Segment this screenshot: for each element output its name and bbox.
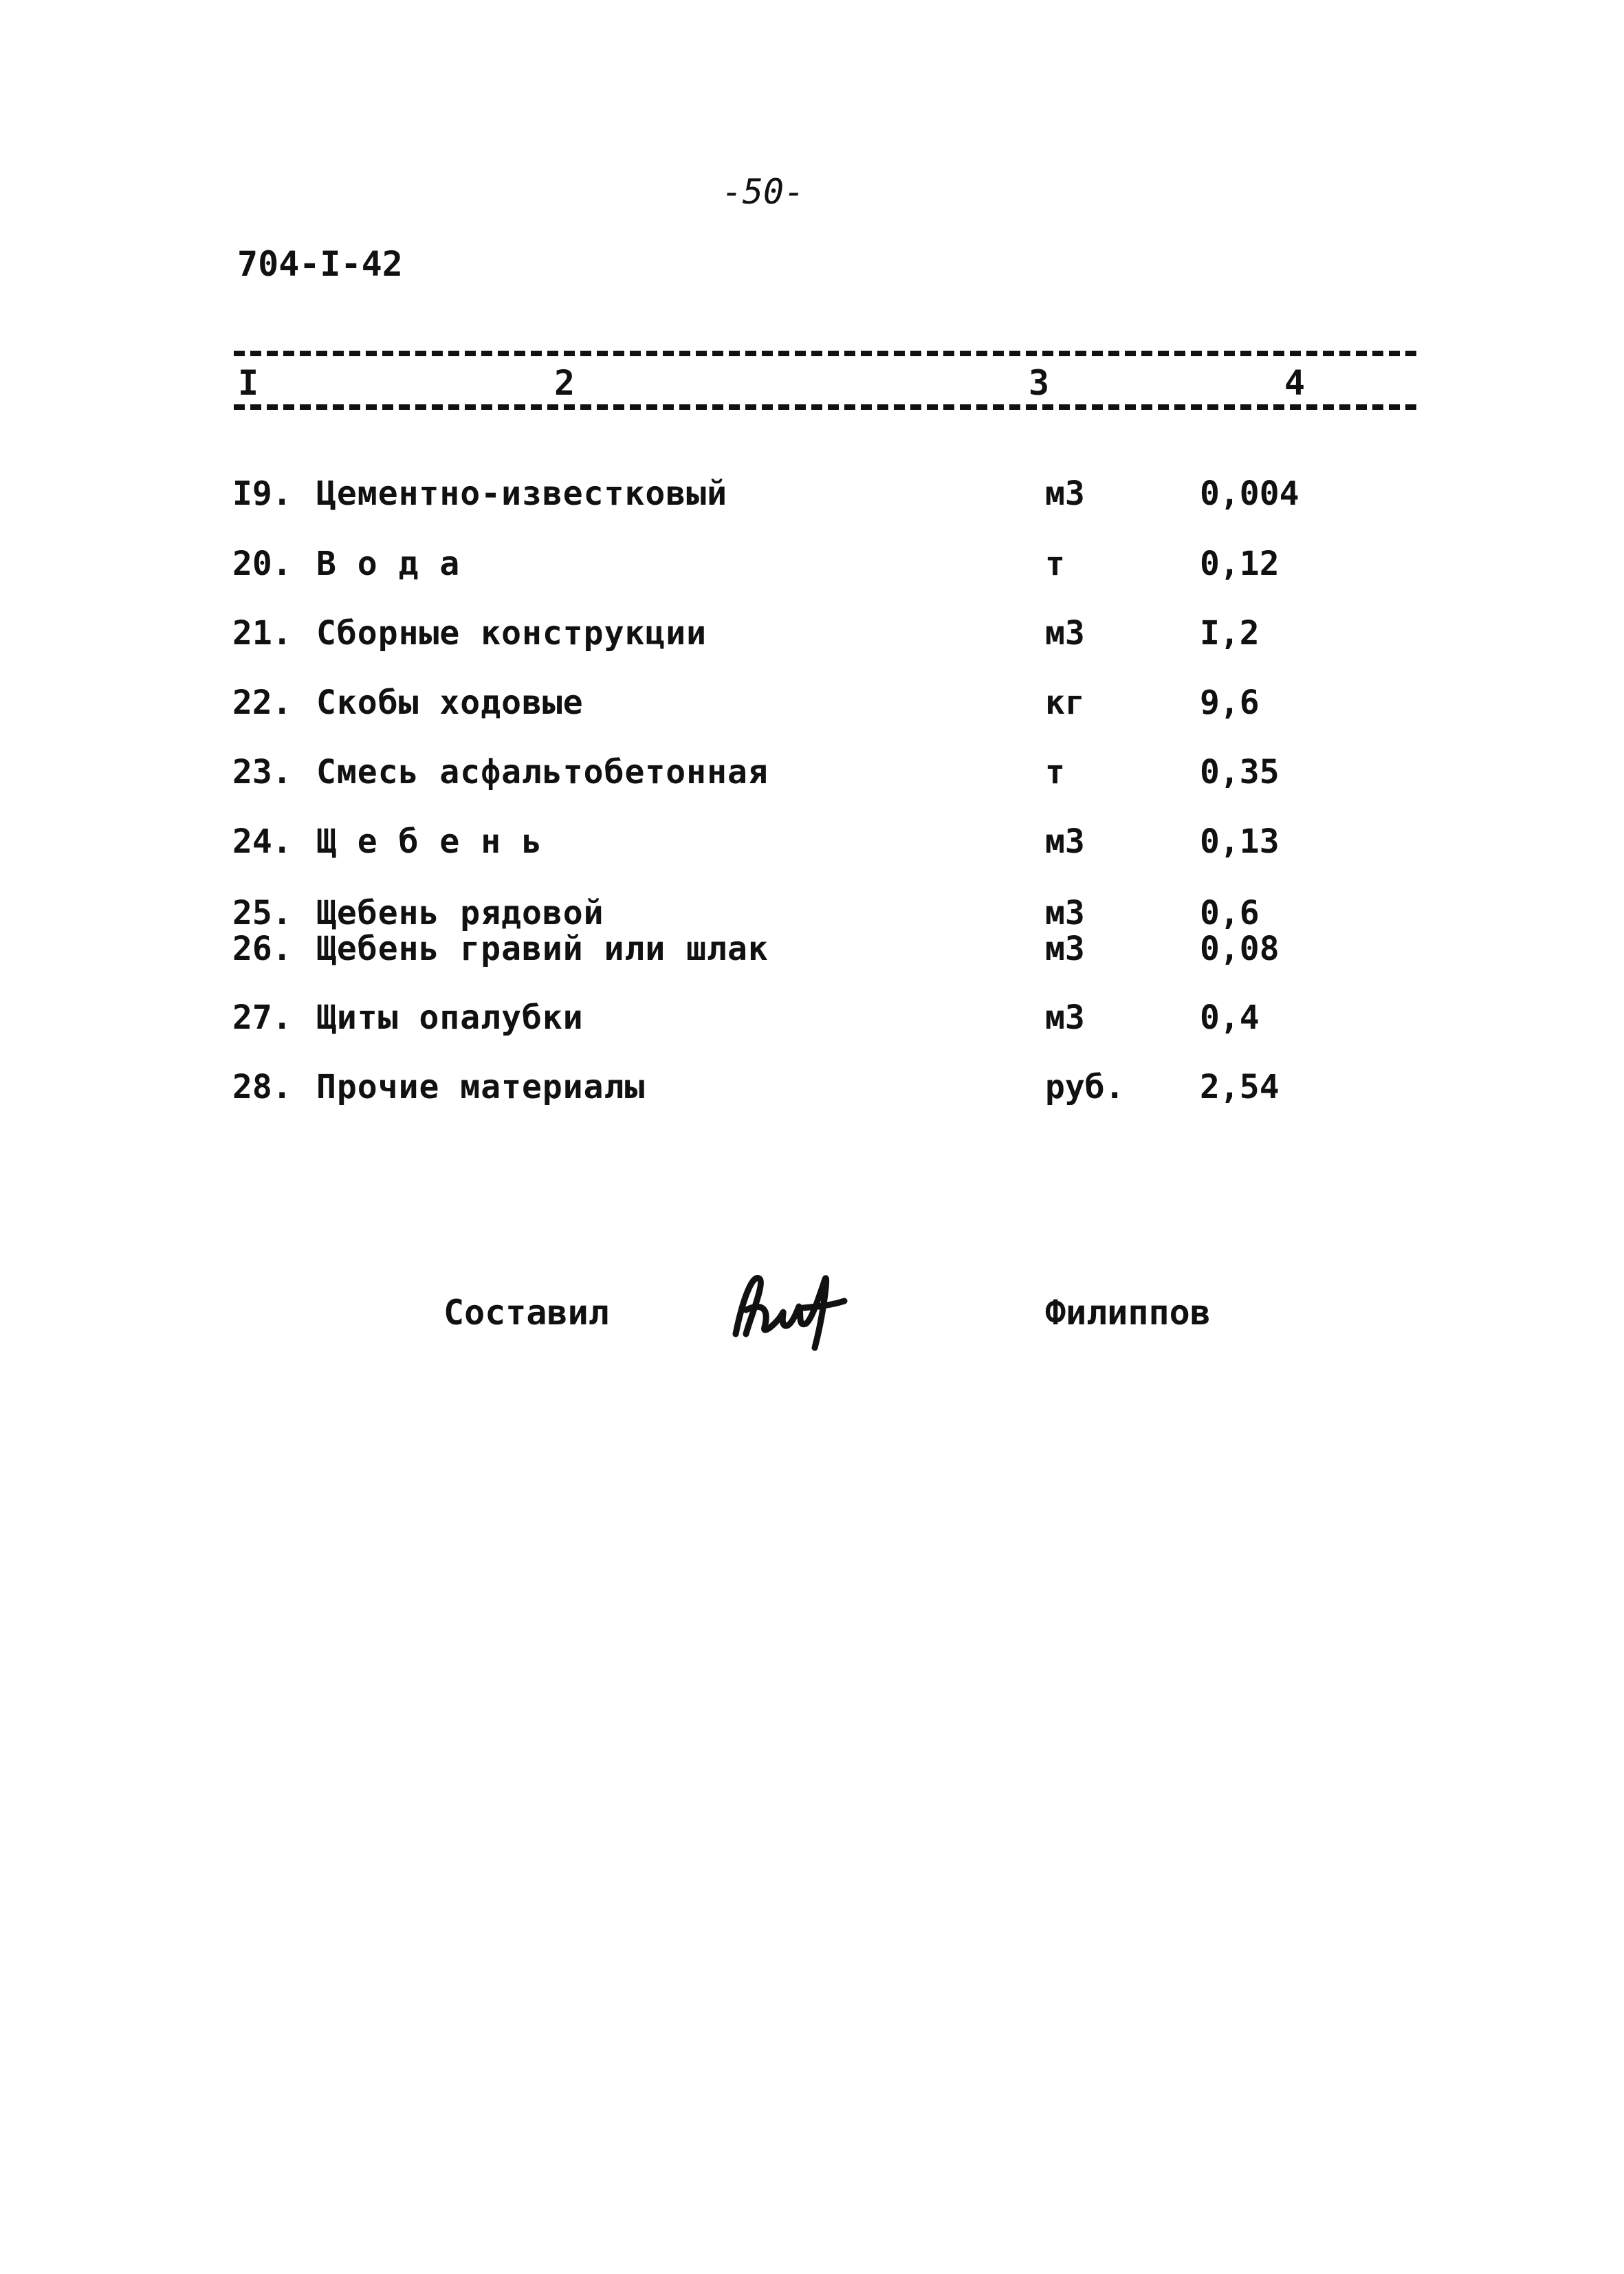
row-quantity: 0,35	[1200, 753, 1280, 791]
row-unit: т	[1045, 753, 1065, 791]
row-quantity: 0,4	[1200, 998, 1260, 1037]
row-number: 21.	[232, 614, 292, 653]
column-header-3: 3	[1024, 363, 1053, 403]
row-unit: м3	[1045, 614, 1085, 653]
row-quantity: 9,6	[1200, 684, 1260, 722]
row-material: Скобы ходовые	[316, 684, 584, 722]
row-unit: руб.	[1045, 1068, 1125, 1106]
table-row	[0, 822, 1624, 864]
row-material: Прочие материалы	[316, 1068, 646, 1106]
table-row	[0, 930, 1624, 971]
row-number: 28.	[232, 1068, 292, 1106]
table-row	[0, 1068, 1624, 1109]
header-dash-bottom	[234, 404, 1416, 410]
row-unit: м3	[1045, 998, 1085, 1037]
row-material: В о д а	[316, 545, 461, 583]
row-number: 24.	[232, 822, 292, 861]
row-quantity: 0,004	[1200, 474, 1299, 513]
row-number: 20.	[232, 545, 292, 583]
row-material: Смесь асфальтобетонная	[316, 753, 769, 791]
row-number: I9.	[232, 474, 292, 513]
handwritten-signature	[722, 1258, 859, 1355]
row-quantity: 0,12	[1200, 545, 1280, 583]
row-number: 25.	[232, 894, 292, 932]
column-header-1: I	[234, 363, 263, 403]
compiler-name: Филиппов	[1045, 1293, 1211, 1333]
row-unit: т	[1045, 545, 1065, 583]
row-number: 26.	[232, 930, 292, 968]
row-unit: м3	[1045, 930, 1085, 968]
row-material: Щиты опалубки	[316, 998, 584, 1037]
header-dash-top	[234, 351, 1416, 356]
row-unit: м3	[1045, 894, 1085, 932]
row-quantity: 2,54	[1200, 1068, 1280, 1106]
table-row	[0, 753, 1624, 794]
row-number: 27.	[232, 998, 292, 1037]
row-material: Щебень гравий или шлак	[316, 930, 769, 968]
table-row	[0, 998, 1624, 1040]
row-quantity: 0,13	[1200, 822, 1280, 861]
row-material: Цементно-известковый	[316, 474, 727, 513]
compiled-by-label: Составил	[443, 1293, 609, 1333]
row-number: 23.	[232, 753, 292, 791]
row-material: Щ е б е н ь	[316, 822, 542, 861]
document-code: 704-I-42	[237, 244, 403, 284]
row-material: Щебень рядовой	[316, 894, 604, 932]
row-quantity: 0,6	[1200, 894, 1260, 932]
table-row	[0, 894, 1624, 935]
column-header-2: 2	[550, 363, 579, 403]
row-unit: кг	[1045, 684, 1085, 722]
row-unit: м3	[1045, 822, 1085, 861]
row-quantity: I,2	[1200, 614, 1260, 653]
row-material: Сборные конструкции	[316, 614, 707, 653]
column-header-4: 4	[1280, 363, 1309, 403]
table-row	[0, 545, 1624, 586]
table-row	[0, 614, 1624, 655]
row-quantity: 0,08	[1200, 930, 1280, 968]
page-number: -50-	[721, 172, 805, 212]
row-number: 22.	[232, 684, 292, 722]
table-row	[0, 474, 1624, 516]
table-row	[0, 684, 1624, 725]
row-unit: м3	[1045, 474, 1085, 513]
